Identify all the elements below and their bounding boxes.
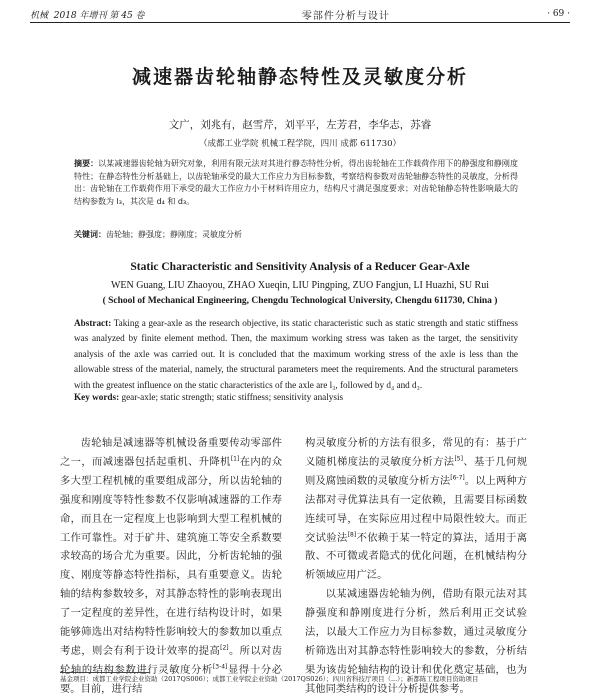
keywords-cn-label: 关键词： <box>74 230 106 239</box>
english-authors: WEN Guang, LIU Zhaoyou, ZHAO Xueqin, LIU Pingping, ZUO Fangjun, LI Huazhi, SU Rui <box>110 280 489 291</box>
citation[interactable]: [6-7] <box>450 474 465 482</box>
body-column-left <box>60 434 282 699</box>
english-keywords-text: gear-axle; static strength; static stiffness; sensitivity analysis <box>121 392 344 402</box>
citation[interactable]: [8] <box>347 531 357 539</box>
english-title: Static Characteristic and Sensitivity Analysis of a Reducer Gear-Axle <box>130 261 470 273</box>
body-text: 显得十分必要。目前，进行结 <box>60 663 282 695</box>
citation[interactable]: [1] <box>230 455 240 463</box>
keywords-cn <box>74 229 518 240</box>
body-text: 。以上两种方法都对寻优算法具有一定依赖，且需要目标函数连续可导，在实际应用过程中局限性较大。而正交试验法 <box>305 474 528 544</box>
section-name: 零部件分析与设计 <box>301 10 390 22</box>
issue-info: 2018 年增刊 第 45 卷 <box>53 10 145 21</box>
header-rule <box>30 22 570 23</box>
body-text: 不依赖于某一特定的算法，适用于离散、不可微或者隐式的优化问题，在机械结构分析领域应用广泛。 <box>305 531 528 582</box>
journal-name: 机械 <box>30 10 49 21</box>
citation[interactable]: [2] <box>220 644 229 652</box>
english-keywords <box>74 392 518 402</box>
keywords-cn-text: 齿轮轴；静强度；静刚度；灵敏度分析 <box>106 230 242 239</box>
footnote-rule <box>60 672 150 673</box>
citation[interactable]: [3-4] <box>212 663 228 671</box>
running-header <box>30 6 570 22</box>
english-abstract-label: Abstract: <box>74 318 112 328</box>
english-affiliation: ( School of Mechanical Engineering, Chengdu Technological University, Chengdu 611730, China ) <box>102 296 498 306</box>
body-paragraph <box>305 434 527 585</box>
body-text: 在内的众多大型工程机械的重要组成部分，所以齿轮轴的强度和刚度等特性参数不仅影响减速器的工作寿命，而且在一定程度上也影响到大型工程机械的工作可靠性。对于矿井、建筑施工等安全系数要求较高的场合尤为重要。因此，分析齿轮轴的强度、刚度等静态特性指标，具有重要意义。齿轮轴的结构参数较多，对其静态特性的影响表现出了一定程度的差异性，在进行结构设计时，如果能够筛选出对结构特性影响较大的参数加以重点考虑，则会有利于设计效率的提高 <box>60 455 283 657</box>
body-text: 以某减速器齿轮轴为例，借助有限元法对其静强度和静刚度进行分析，然后利用正交试验法，以最大工作应力为目标参数，通过灵敏度分析筛选出对其静态特性影响较大的参数，分析结果为该齿轮轴结构的设计和优化奠定基础，也为其他同类结构的设计分析提供参考。 <box>305 588 527 695</box>
affiliation-cn: （成都工业学院 机械工程学院，四川 成都 611730） <box>198 139 402 149</box>
body-text: 。所以对齿轮轴的结构参数进行灵敏度分析 <box>60 644 282 676</box>
paper-title: 减速器齿轮轴静态特性及灵敏度分析 <box>131 66 468 88</box>
abstract-cn <box>74 158 518 208</box>
body-text: 齿轮轴是减速器等机械设备重要传动零部件之一，而减速器包括起重机、升降机 <box>60 437 282 468</box>
body-column-right <box>305 434 527 699</box>
page-number: · 69 · <box>547 9 570 19</box>
body-text: 、基于几何规则及腐蚀函数的灵敏度分析方法 <box>305 455 528 487</box>
authors-cn: 文广，刘兆有，赵雪芹，刘平平，左芳君，李华志，苏睿 <box>168 119 432 131</box>
citation[interactable]: [5] <box>454 455 463 463</box>
abstract-cn-label: 摘要： <box>74 159 99 168</box>
journal-issue <box>30 8 145 21</box>
body-text: 构灵敏度分析的方法有很多，常见的有：基于广义随机梯度法的灵敏度分析方法 <box>305 437 527 468</box>
body-paragraph <box>60 434 282 699</box>
english-abstract <box>74 316 518 393</box>
abstract-cn-text: 以某减速器齿轮轴为研究对象，利用有限元法对其进行静态特性分析，得出齿轮轴在工作载荷作用下的静强度和静刚度特性；在静态特性分析基础上，以齿轮轴承受的最大工作应力为目标参数，考察结构参数对齿轮轴静态特性的灵敏度，分析得出：齿轮轴在工作载荷作用下承受的最大工作应力小于材料许用应力，结构尺寸满足强度要求；对齿轮轴静态特性影响最大的结构参数为 l₃，其次是 d₄ 和 d₃。 <box>74 159 519 206</box>
english-abstract-text: Taking a gear-axle as the research objective, its static characteristic such as static strength and static stiffness was analyzed by finite element method. Then, the maximum working stress was taken as the target, the sensitivity analysis of the axle was carried out. It is concluded that the maximum working stress of the axle is less than the allowable stress of the material, namely, the structural parameters meet the requirements. And the structural parameters with the greatest influence on the static characteristics of the axle are l₃, followed by d₄ and d₃. <box>74 318 518 390</box>
english-keywords-label: Key words: <box>74 392 120 402</box>
footnote: 基金项目：成都工业学院企业资助（2017QS006）；成都工业学院企业资助（2017QS026）；四川省科技厅项目（...）；新都陈工程项目资助项目 <box>60 675 479 683</box>
